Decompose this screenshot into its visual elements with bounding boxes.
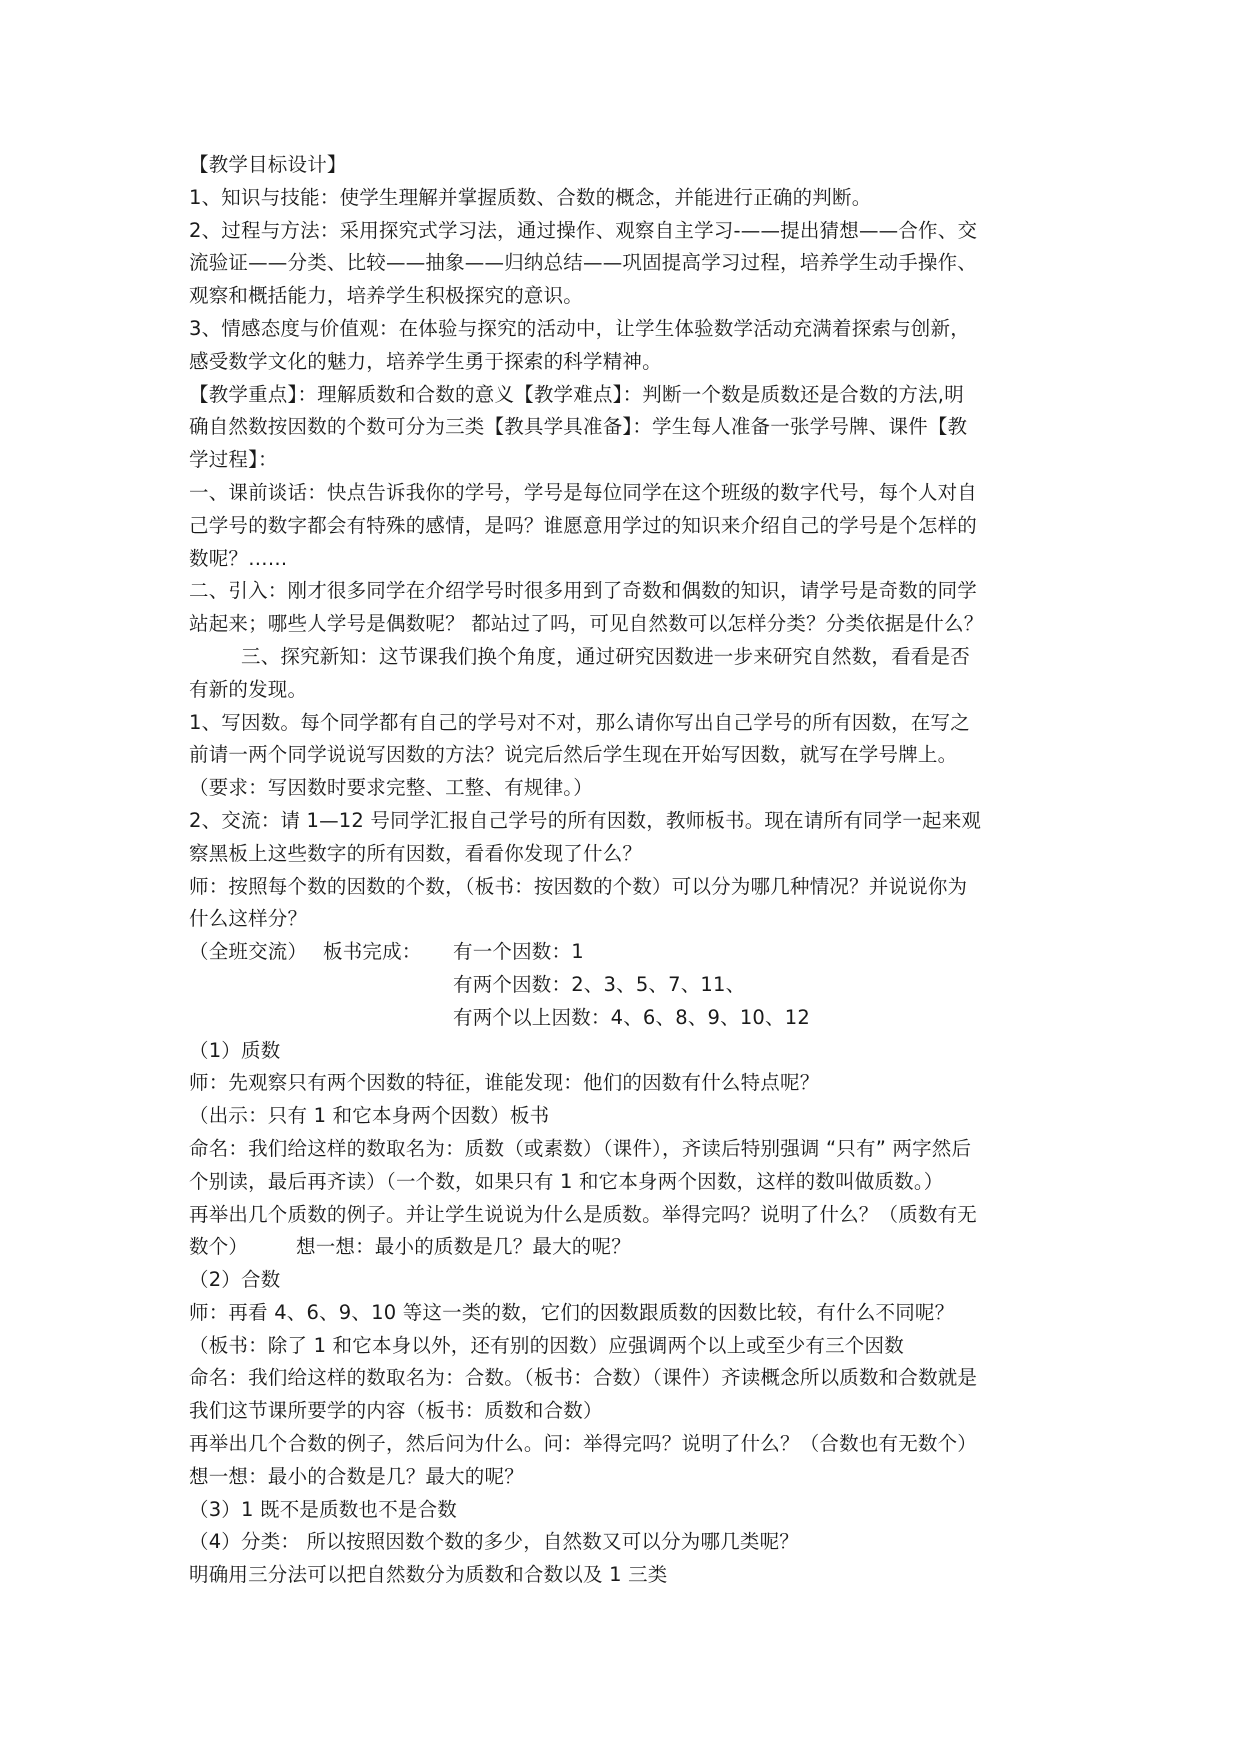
- board-row-3: 有两个以上因数：4、6、8、9、10、12: [453, 1005, 810, 1029]
- text-line: 2、过程与方法：采用探究式学习法，通过操作、观察自主学习-——提出猜想——合作、交: [189, 218, 978, 242]
- text-line: （1）质数: [189, 1038, 281, 1062]
- text-line: 师：再看 4、6、9、10 等这一类的数，它们的因数跟质数的因数比较，有什么不同呢？: [189, 1300, 955, 1324]
- text-line: 师：按照每个数的因数的个数，（板书：按因数的个数）可以分为哪几种情况？并说说你为: [189, 874, 968, 898]
- text-line: 观察和概括能力，培养学生积极探究的意识。: [189, 284, 584, 308]
- text-line: 二、引入：刚才很多同学在介绍学号时很多用到了奇数和偶数的知识，请学号是奇数的同学: [189, 579, 978, 603]
- think-left: 数个）: [189, 1235, 249, 1259]
- think-right: 想一想：最小的质数是几？最大的呢？: [296, 1235, 631, 1259]
- board-label-right: 板书完成：: [323, 940, 422, 964]
- text-line: 1、写因数。每个同学都有自己的学号对不对，那么请你写出自己学号的所有因数，在写之: [189, 710, 970, 734]
- board-row-2: 有两个因数：2、3、5、7、11、: [453, 972, 746, 996]
- text-line: 师：先观察只有两个因数的特征，谁能发现：他们的因数有什么特点呢？: [189, 1071, 820, 1095]
- text-line: 己学号的数字都会有特殊的感情，是吗？谁愿意用学过的知识来介绍自己的学号是个怎样的: [189, 513, 978, 537]
- text-line: 我们这节课所要学的内容（板书：质数和合数）: [189, 1399, 603, 1423]
- text-line: 学过程】：: [189, 448, 278, 472]
- text-line: 再举出几个质数的例子。并让学生说说为什么是质数。举得完吗？说明了什么？（质数有无: [189, 1202, 978, 1226]
- text-line: 流验证——分类、比较——抽象——归纳总结——巩固提高学习过程，培养学生动手操作、: [189, 251, 978, 275]
- text-line: 察黑板上这些数字的所有因数，看看你发现了什么？: [189, 841, 643, 865]
- text-line: 感受数学文化的魅力，培养学生勇于探索的科学精神。: [189, 349, 662, 373]
- board-row-text: 有一个因数：1: [453, 940, 584, 964]
- text-line: 2、交流：请 1—12 号同学汇报自己学号的所有因数，教师板书。现在请所有同学一起来观: [189, 808, 982, 832]
- text-line: 1、知识与技能：使学生理解并掌握质数、合数的概念，并能进行正确的判断。: [189, 185, 872, 209]
- text-line: 前请一两个同学说说写因数的方法？说完后然后学生现在开始写因数，就写在学号牌上。: [189, 743, 958, 767]
- text-line: 数呢？……: [189, 546, 288, 570]
- text-line: 确自然数按因数的个数可分为三类【教具学具准备】：学生每人准备一张学号牌、课件【教: [189, 415, 968, 439]
- text-line: 什么这样分？: [189, 907, 308, 931]
- text-line: （3）1 既不是质数也不是合数: [189, 1497, 458, 1521]
- text-line: （板书：除了 1 和它本身以外，还有别的因数）应强调两个以上或至少有三个因数: [189, 1333, 904, 1357]
- text-line: 明确用三分法可以把自然数分为质数和合数以及 1 三类: [189, 1563, 668, 1587]
- text-line: （要求：写因数时要求完整、工整、有规律。）: [189, 776, 593, 800]
- text-line: 三、探究新知：这节课我们换个角度，通过研究因数进一步来研究自然数，看看是否: [241, 644, 970, 668]
- text-line: 站起来；哪些人学号是偶数呢？ 都站过了吗，可见自然数可以怎样分类？分类依据是什么？: [189, 612, 984, 636]
- text-line: 再举出几个合数的例子，然后问为什么。问：举得完吗？说明了什么？（合数也有无数个）: [189, 1432, 978, 1456]
- text-line: 命名：我们给这样的数取名为：合数。（板书：合数）（课件）齐读概念所以质数和合数就是: [189, 1366, 978, 1390]
- text-line: （4）分类： 所以按照因数个数的多少，自然数又可以分为哪几类呢？: [189, 1530, 800, 1554]
- board-label-left: （全班交流）: [189, 940, 308, 964]
- text-line: 想一想：最小的合数是几？最大的呢？: [189, 1464, 524, 1488]
- text-line: （出示：只有 1 和它本身两个因数）板书: [189, 1104, 550, 1128]
- section-heading-objectives: 【教学目标设计】: [189, 153, 347, 176]
- text-line: 个别读，最后再齐读）（一个数，如果只有 1 和它本身两个因数，这样的数叫做质数。）: [189, 1169, 944, 1193]
- text-line: 有新的发现。: [189, 677, 308, 701]
- text-line: （2）合数: [189, 1268, 281, 1292]
- text-line: 一、课前谈话：快点告诉我你的学号，学号是每位同学在这个班级的数字代号，每个人对自: [189, 480, 978, 504]
- text-line: 【教学重点】：理解质数和合数的意义【教学难点】：判断一个数是质数还是合数的方法,明: [189, 382, 964, 406]
- board-row-1: [189, 936, 1069, 969]
- text-line-think: [189, 1231, 1069, 1264]
- lesson-plan-text: [189, 149, 1069, 1592]
- text-line: 命名：我们给这样的数取名为：质数（或素数）（课件），齐读后特别强调 “只有” 两字然后: [189, 1136, 972, 1160]
- text-line: 3、情感态度与价值观：在体验与探究的活动中，让学生体验数学活动充满着探索与创新，: [189, 316, 970, 340]
